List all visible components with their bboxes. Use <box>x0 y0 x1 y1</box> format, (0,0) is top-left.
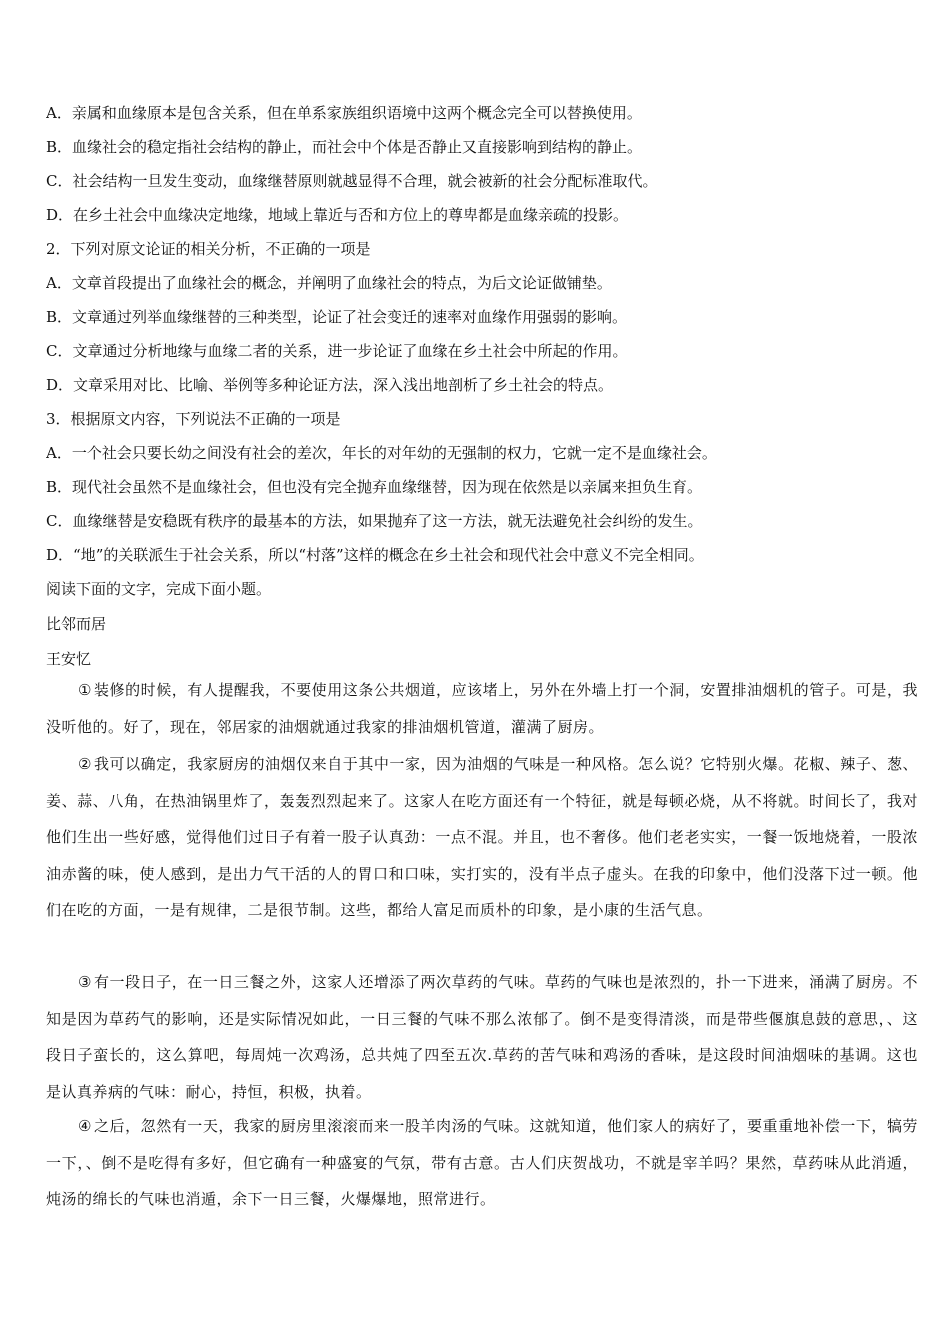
article-paragraph-4 <box>46 1108 918 1218</box>
q2-option-d: D．文章采用对比、比喻、举例等多种论证方法，深入浅出地剖析了乡土社会的特点。 <box>46 376 614 394</box>
q3-option-d: D．“地”的关联派生于社会关系，所以“村落”这样的概念在乡土社会和现代社会中意义不完全相同。 <box>46 546 704 564</box>
q1-option-a: A．亲属和血缘原本是包含关系，但在单系家族组织语境中这两个概念完全可以替换使用。 <box>46 104 642 122</box>
q2-option-c: C．文章通过分析地缘与血缘二者的关系，进一步论证了血缘在乡土社会中所起的作用。 <box>46 342 628 360</box>
article-title: 比邻而居 <box>46 615 107 633</box>
q2-stem: 2．下列对原文论证的相关分析，不正确的一项是 <box>46 240 371 258</box>
article-author: 王安忆 <box>46 650 92 668</box>
paragraph-marker: ④ <box>78 1117 92 1135</box>
paragraph-text: 有一段日子，在一日三餐之外，这家人还增添了两次草药的气味。草药的气味也是浓烈的，扑一下进来，涌满了厨房。不知是因为草药气的影响，还是实际情况如此，一日三餐的气味不那么浓郁了。倒不是变得清淡，而是带些偃旗息鼓的意思，、这段日子蛮长的，这么算吧，每周炖一次鸡汤，总共炖了四至五次.草药的苦气味和鸡汤的香味，是这段时间油烟味的基调。这也是认真养病的气味：耐心，持恒，积极，执着。 <box>46 973 918 1101</box>
paragraph-marker: ② <box>78 755 92 773</box>
q2-option-a: A．文章首段提出了血缘社会的概念，并阐明了血缘社会的特点，为后文论证做铺垫。 <box>46 274 612 292</box>
reading-instruction: 阅读下面的文字，完成下面小题。 <box>46 580 272 598</box>
article-paragraph-2 <box>46 746 918 929</box>
q3-stem: 3．根据原文内容，下列说法不正确的一项是 <box>46 410 341 428</box>
paragraph-text: 我可以确定，我家厨房的油烟仅来自于其中一家，因为油烟的气味是一种风格。怎么说？它特别火爆。花椒、辣子、葱、姜、蒜、八角，在热油锅里炸了，轰轰烈烈起来了。这家人在吃方面还有一个特征，就是每顿必烧，从不将就。时间长了，我对他们生出一些好感，觉得他们过日子有着一股子认真劲：一点不混。并且，也不奢侈。他们老老实实，一餐一饭地烧着，一股浓油赤酱的味，使人感到，是出力气干活的人的胃口和口味，实打实的，没有半点子虚头。在我的印象中，他们没落下过一顿。他们在吃的方面，一是有规律，二是很节制。这些，都给人富足而质朴的印象，是小康的生活气息。 <box>46 755 918 920</box>
q1-option-c: C．社会结构一旦发生变动，血缘继替原则就越显得不合理，就会被新的社会分配标准取代。 <box>46 172 658 190</box>
paragraph-text: 装修的时候，有人提醒我，不要使用这条公共烟道，应该堵上，另外在外墙上打一个洞，安置排油烟机的管子。可是，我没听他的。好了，现在，邻居家的油烟就通过我家的排油烟机管道，灌满了厨房。 <box>46 681 918 736</box>
q2-option-b: B．文章通过列举血缘继替的三种类型，论证了社会变迁的速率对血缘作用强弱的影响。 <box>46 308 628 326</box>
paragraph-text: 之后，忽然有一天，我家的厨房里滚滚而来一股羊肉汤的气味。这就知道，他们家人的病好了，要重重地补偿一下，犒劳一下，、倒不是吃得有多好，但它确有一种盛宴的气氛，带有古意。古人们庆贺战功，不就是宰羊吗？果然，草药味从此消遁，炖汤的绵长的气味也消遁，余下一日三餐，火爆爆地，照常进行。 <box>46 1117 918 1209</box>
paragraph-marker: ③ <box>78 973 92 991</box>
article-paragraph-3 <box>46 964 918 1110</box>
paragraph-marker: ① <box>78 681 92 699</box>
q3-option-b: B．现代社会虽然不是血缘社会，但也没有完全抛弃血缘继替，因为现在依然是以亲属来担负生育。 <box>46 478 703 496</box>
q3-option-a: A．一个社会只要长幼之间没有社会的差次，年长的对年幼的无强制的权力，它就一定不是血缘社会。 <box>46 444 717 462</box>
article-paragraph-1 <box>46 672 918 745</box>
q1-option-d: D．在乡土社会中血缘决定地缘，地域上靠近与否和方位上的尊卑都是血缘亲疏的投影。 <box>46 206 629 224</box>
q3-option-c: C．血缘继替是安稳既有秩序的最基本的方法，如果抛弃了这一方法，就无法避免社会纠纷的发生。 <box>46 512 703 530</box>
q1-option-b: B．血缘社会的稳定指社会结构的静止，而社会中个体是否静止又直接影响到结构的静止。 <box>46 138 643 156</box>
